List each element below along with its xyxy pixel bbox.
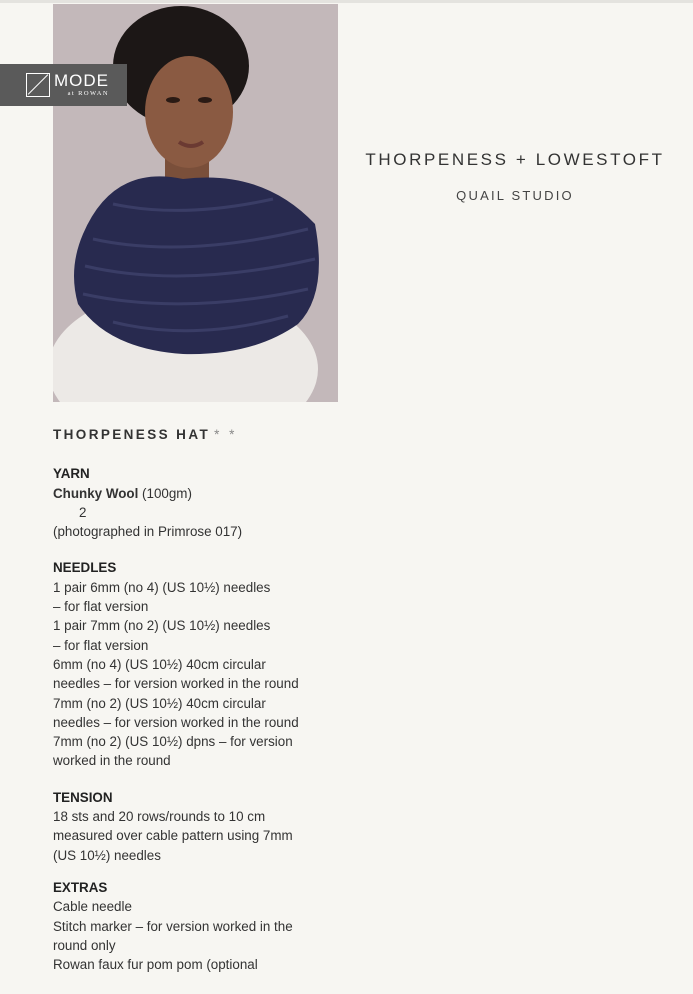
pattern-name: THORPENESS HAT — [53, 427, 211, 442]
needles-heading: NEEDLES — [53, 560, 117, 576]
yarn-quantity: 2 — [79, 504, 87, 520]
needles-line: needles – for version worked in the round — [53, 714, 299, 730]
yarn-line — [53, 484, 353, 503]
needles-line: 1 pair 6mm (no 4) (US 10½) needles — [53, 579, 271, 595]
extras-line: round only — [53, 937, 116, 953]
logo-sub-text: at ROWAN — [67, 90, 109, 98]
extras-line: Cable needle — [53, 899, 132, 915]
needles-line: – for flat version — [53, 599, 149, 615]
yarn-name: Chunky Wool — [53, 485, 139, 501]
needles-line: – for flat version — [53, 637, 149, 653]
extras-section — [53, 878, 353, 974]
tension-heading: TENSION — [53, 789, 113, 805]
needles-line: 6mm (no 4) (US 10½) 40cm circular — [53, 656, 266, 672]
yarn-weight: (100gm) — [142, 485, 192, 501]
yarn-section — [53, 464, 353, 541]
tension-line: 18 sts and 20 rows/rounds to 10 cm — [53, 809, 266, 825]
pattern-heading — [53, 425, 353, 444]
tension-line: measured over cable pattern using 7mm — [53, 828, 293, 844]
document-title: THORPENESS + LOWESTOFT — [365, 150, 665, 169]
extras-line: Stitch marker – for version worked in the — [53, 918, 293, 934]
yarn-heading: YARN — [53, 466, 90, 482]
difficulty-rating: * * — [214, 427, 238, 442]
logo-mark-icon — [26, 73, 50, 97]
designer-name: QUAIL STUDIO — [456, 188, 574, 203]
needles-line: 7mm (no 2) (US 10½) dpns – for version — [53, 734, 293, 750]
pattern-details — [53, 425, 353, 974]
logo-wordmark — [54, 72, 109, 98]
page-top-edge — [0, 0, 693, 3]
tension-line: (US 10½) needles — [53, 847, 161, 863]
mode-at-rowan-logo — [0, 64, 127, 106]
needles-line: 1 pair 7mm (no 2) (US 10½) needles — [53, 618, 271, 634]
needles-section — [53, 558, 353, 770]
tension-section — [53, 788, 353, 865]
logo-main-text: MODE — [54, 71, 109, 91]
yarn-note: (photographed in Primrose 017) — [53, 524, 243, 540]
extras-line: Rowan faux fur pom pom (optional — [53, 957, 258, 973]
needles-line: needles – for version worked in the round — [53, 676, 299, 692]
needles-line: worked in the round — [53, 753, 171, 769]
extras-heading: EXTRAS — [53, 879, 108, 895]
needles-line: 7mm (no 2) (US 10½) 40cm circular — [53, 695, 266, 711]
